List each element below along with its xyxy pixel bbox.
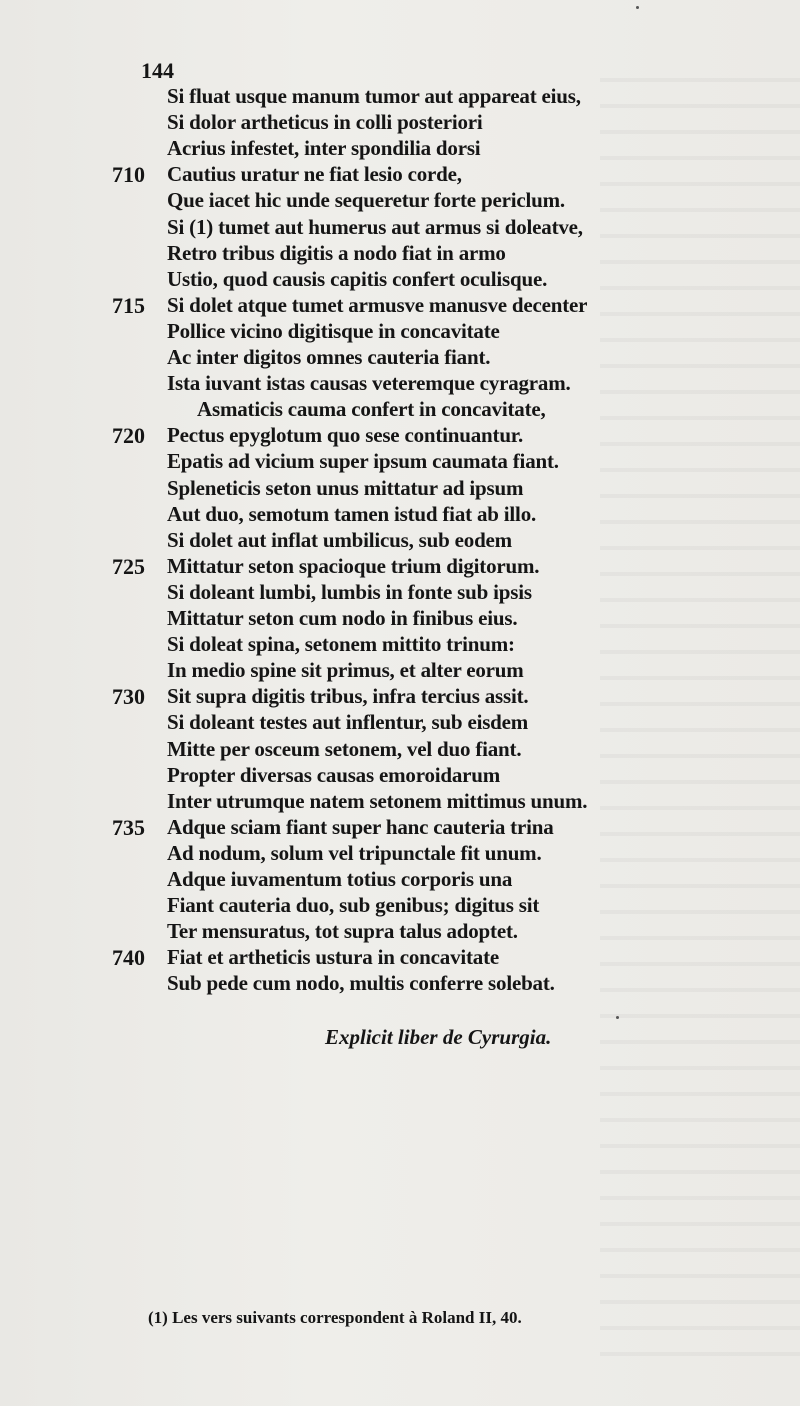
ink-speck <box>636 6 639 9</box>
verse-text: Si fluat usque manum tumor aut appareat eius, <box>167 84 581 108</box>
verse-text: Mittatur seton spacioque trium digitorum. <box>167 553 540 578</box>
verse-line <box>0 841 800 867</box>
verse-line <box>0 971 800 997</box>
verse-text: Ustio, quod causis capitis confert oculisque. <box>167 266 548 291</box>
verse-text: Ter mensuratus, tot supra talus adoptet. <box>167 919 518 944</box>
verse-line <box>0 893 800 919</box>
verse-line <box>0 945 800 971</box>
verse-line <box>0 162 800 188</box>
verse-text: Propter diversas causas emoroidarum <box>167 762 501 787</box>
line-number: 720 <box>112 423 145 449</box>
verse-line <box>0 737 800 763</box>
verse-text: Adque iuvamentum totius corporis una <box>167 867 513 891</box>
verse-line <box>0 267 800 293</box>
verse-line <box>0 710 800 736</box>
verse-text: Ad nodum, solum vel tripunctale fit unum. <box>167 840 542 865</box>
verse-text: Acrius infestet, inter spondilia dorsi <box>167 136 481 161</box>
verse-text: Retro tribus digitis a nodo fiat in armo <box>167 240 506 265</box>
verse-text: Sit supra digitis tribus, infra tercius assit. <box>167 684 529 709</box>
verse-text: Si doleant lumbi, lumbis in fonte sub ipsis <box>167 579 532 604</box>
verse-line <box>0 293 800 319</box>
verse-text: Asmaticis cauma confert in concavitate, <box>197 397 546 422</box>
verse-text: In medio spine sit primus, et alter eorum <box>167 658 524 683</box>
verse-text: Si dolet aut inflat umbilicus, sub eodem <box>167 527 512 552</box>
verse-text: Inter utrumque natem setonem mittimus unum. <box>167 788 588 813</box>
ink-speck <box>616 1016 619 1019</box>
verse-line <box>0 554 800 580</box>
verse-line <box>0 423 800 449</box>
verse-line <box>0 188 800 214</box>
verse-text: Fiat et artheticis ustura in concavitate <box>167 945 500 970</box>
verse-line <box>0 789 800 815</box>
verse-line <box>0 241 800 267</box>
verse-text: Mittatur seton cum nodo in finibus eius. <box>167 606 518 630</box>
verse-line <box>0 658 800 684</box>
verse-line <box>0 345 800 371</box>
verse-line <box>0 867 800 893</box>
verse-line <box>0 84 800 110</box>
verse-text: Pollice vicino digitisque in concavitate <box>167 318 500 343</box>
page-number: 144 <box>141 58 174 83</box>
line-number: 735 <box>112 814 145 840</box>
line-number: 740 <box>112 945 145 971</box>
footnote: (1) Les vers suivants correspondent à Roland II, 40. <box>148 1308 522 1327</box>
verse-text: Si dolor artheticus in colli posteriori <box>167 110 483 135</box>
verse-text: Adque sciam fiant super hanc cauteria trina <box>167 814 554 839</box>
line-number: 725 <box>112 553 145 579</box>
verse-line <box>0 919 800 945</box>
verse-line <box>0 215 800 241</box>
verse-line <box>0 319 800 345</box>
verse-line <box>0 684 800 710</box>
line-number: 715 <box>112 292 145 318</box>
verse-line <box>0 476 800 502</box>
verse-line <box>0 763 800 789</box>
verse-line <box>0 397 800 423</box>
verse-text: Mitte per osceum setonem, vel duo fiant. <box>167 736 522 761</box>
verse-line <box>0 449 800 475</box>
line-number: 710 <box>112 162 145 188</box>
verse-text: Si doleant testes aut inflentur, sub eisdem <box>167 710 529 735</box>
verse-text: Si dolet atque tumet armusve manusve decenter <box>167 292 588 317</box>
verse-text: Cautius uratur ne fiat lesio corde, <box>167 162 462 187</box>
verse-line <box>0 110 800 136</box>
verse-text: Fiant cauteria duo, sub genibus; digitus sit <box>167 893 540 918</box>
verse-text: Que iacet hic unde sequeretur forte periclum. <box>167 188 565 213</box>
verse-line <box>0 580 800 606</box>
verse-text: Ac inter digitos omnes cauteria fiant. <box>167 345 491 369</box>
verse-line <box>0 632 800 658</box>
explicit-colophon: Explicit liber de Cyrurgia. <box>325 1025 552 1049</box>
verse-line <box>0 502 800 528</box>
verse-line <box>0 606 800 632</box>
verse-line <box>0 136 800 162</box>
verse-text: Si doleat spina, setonem mittito trinum: <box>167 632 515 657</box>
verse-text: Sub pede cum nodo, multis conferre solebat. <box>167 971 555 996</box>
verse-line <box>0 371 800 397</box>
verse-text: Pectus epyglotum quo sese continuantur. <box>167 423 524 448</box>
verse-text: Epatis ad vicium super ipsum caumata fiant. <box>167 449 559 474</box>
verse-line <box>0 815 800 841</box>
verse-line <box>0 528 800 554</box>
verse-text: Spleneticis seton unus mittatur ad ipsum <box>167 475 524 500</box>
line-number: 730 <box>112 684 145 710</box>
verse-text: Aut duo, semotum tamen istud fiat ab illo. <box>167 501 537 526</box>
verse-text: Si (1) tumet aut humerus aut armus si doleatve, <box>167 214 583 239</box>
verse-text: Ista iuvant istas causas veteremque cyragram. <box>167 371 571 396</box>
